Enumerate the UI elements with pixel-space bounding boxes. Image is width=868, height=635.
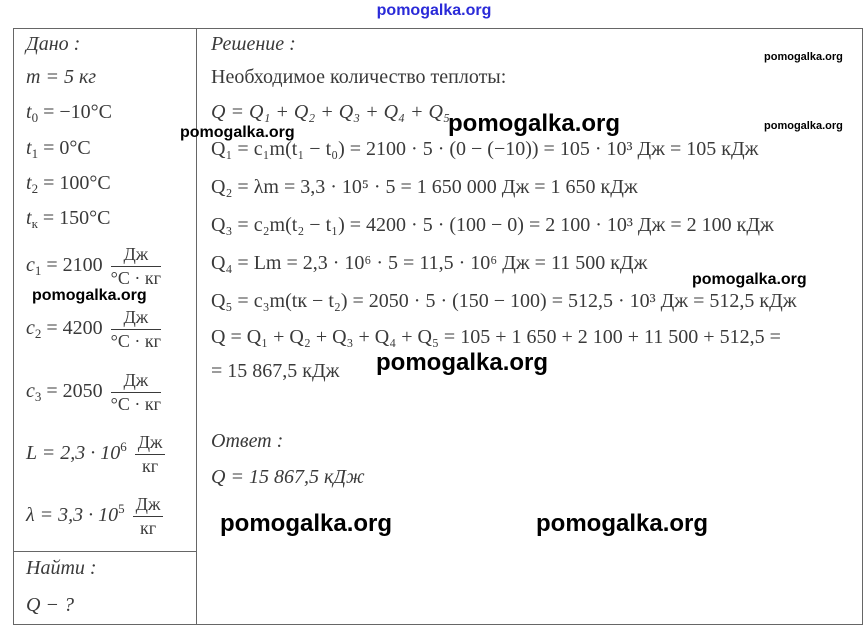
given-t0: $t_0 = -10^\circ C$ xyxy=(26,101,112,125)
answer-value: Q = 15 867,5 кДж xyxy=(211,466,365,488)
equation-line-2: Q₁ = c₁m(t₁ − t₀) = 2100 · 5 · (0 − (−10)) = 105 · 10³ Дж = 105 кДж xyxy=(211,138,759,160)
equation-line-6: Q₅ = c₃m(tк − t₂) = 2050 · 5 · (150 − 100) = 512,5 · 10³ Дж = 512,5 кДж xyxy=(211,290,797,312)
watermark: pomogalka.org xyxy=(220,510,393,537)
given-lambda: $\lambda = 3,3 \cdot 10^5$ $\frac{Дж}{кг}$ xyxy=(26,494,163,539)
given-c1: $c_1 = 2100$ $\frac{Дж}{^\circ C \cdot кг}$ xyxy=(26,244,161,288)
answer-heading: Ответ : xyxy=(211,430,284,452)
watermark: pomogalka.org xyxy=(32,287,147,304)
equation-line-7: Q = Q₁ + Q₂ + Q₃ + Q₄ + Q₅ = 105 + 1 650 + 2 100 + 11 500 + 512,5 = xyxy=(211,326,781,348)
watermark: pomogalka.org xyxy=(764,120,843,132)
equation-line-4: Q₃ = c₂m(t₂ − t₁) = 4200 · 5 · (100 − 0) = 2 100 · 10³ Дж = 2 100 кДж xyxy=(211,214,774,236)
equation-line-3: Q₂ = λm = 3,3 · 10⁵ · 5 = 1 650 000 Дж = 1 650 кДж xyxy=(211,176,638,198)
given-c3: $c_3 = 2050$ $\frac{Дж}{^\circ C \cdot кг}$ xyxy=(26,370,161,414)
equation-line-1: Q = Q₁ + Q₂ + Q₃ + Q₄ + Q₅ xyxy=(211,101,450,123)
solution-intro: Необходимое количество теплоты: xyxy=(211,66,507,88)
find-value: Q − ? xyxy=(26,594,74,616)
equation-line-5: Q₄ = Lm = 2,3 · 10⁶ · 5 = 11,5 · 10⁶ Дж = 11 500 кДж xyxy=(211,252,648,274)
watermark: pomogalka.org xyxy=(764,51,843,63)
given-t2: $t_2 = 100^\circ C$ xyxy=(26,172,111,196)
watermark: pomogalka.org xyxy=(180,124,295,141)
site-link[interactable]: pomogalka.org xyxy=(376,2,492,19)
find-heading: Найти : xyxy=(26,557,97,579)
watermark: pomogalka.org xyxy=(448,110,621,137)
given-c2: $c_2 = 4200$ $\frac{Дж}{^\circ C \cdot кг}$ xyxy=(26,307,161,351)
given-mass: m = 5 кг xyxy=(26,66,97,88)
watermark: pomogalka.org xyxy=(692,271,807,288)
given-t1: $t_1 = 0^\circ C$ xyxy=(26,137,91,161)
given-L: $L = 2,3 \cdot 10^6$ $\frac{Дж}{кг}$ xyxy=(26,432,165,477)
column-divider xyxy=(196,28,197,625)
watermark: pomogalka.org xyxy=(536,510,709,537)
watermark: pomogalka.org xyxy=(376,349,549,376)
given-heading: Дано : xyxy=(26,33,81,55)
solution-heading: Решение : xyxy=(211,33,296,55)
equation-line-8: = 15 867,5 кДж xyxy=(211,360,340,382)
given-tk: $t_к = 150^\circ C$ xyxy=(26,207,111,231)
given-find-divider xyxy=(13,551,197,552)
